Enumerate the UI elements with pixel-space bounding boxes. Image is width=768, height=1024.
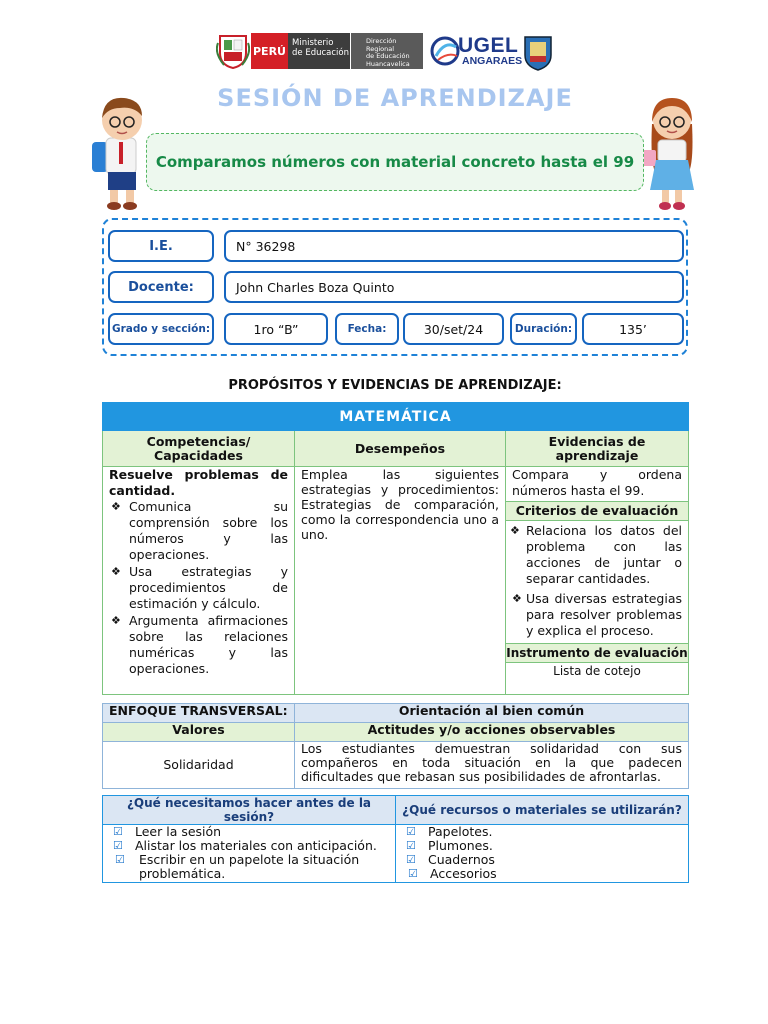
checkbox-icon: ☑ xyxy=(406,839,416,852)
list-item: ☑ Plumones. xyxy=(406,838,493,853)
ministerio-logo: Ministerio de Educación xyxy=(288,33,350,69)
grado-value: 1ro “B” xyxy=(224,313,328,345)
peru-logo: PERÚ xyxy=(251,33,288,69)
col-evidencias: Evidencias de aprendizaje xyxy=(506,431,689,467)
angaraes-crest-icon xyxy=(522,33,554,71)
info-frame xyxy=(102,218,688,356)
page-title: SESIÓN DE APRENDIZAJE xyxy=(217,84,573,112)
diamond-bullet-icon: ❖ xyxy=(510,524,520,537)
enfoque-value: Orientación al bien común xyxy=(295,704,689,723)
diamond-bullet-icon: ❖ xyxy=(111,500,121,513)
duracion-value: 135’ xyxy=(582,313,684,345)
list-item: ☑ Leer la sesión xyxy=(113,824,222,839)
checkbox-icon: ☑ xyxy=(115,853,125,866)
recursos-label: ¿Qué recursos o materiales se utilizarán? xyxy=(396,796,689,825)
list-item: ☑ Accesorios xyxy=(408,866,497,881)
fecha-value: 30/set/24 xyxy=(403,313,504,345)
antes-cell xyxy=(103,825,396,883)
grado-label: Grado y sección: xyxy=(108,313,214,345)
criterios-label: Criterios de evaluación xyxy=(506,501,688,521)
competencia: Resuelve problemas de cantidad. xyxy=(109,467,288,498)
diamond-bullet-icon: ❖ xyxy=(111,614,121,627)
capacidades-list xyxy=(109,499,288,677)
antes-label: ¿Qué necesitamos hacer antes de la sesión? xyxy=(103,796,396,825)
ie-label: I.E. xyxy=(108,230,214,262)
list-item: ❖ Comunica su comprensión sobre los números y las operaciones. xyxy=(111,499,288,562)
checkbox-icon: ☑ xyxy=(113,839,123,852)
ugel-logo-text: UGEL xyxy=(458,34,519,57)
docente-value: John Charles Boza Quinto xyxy=(224,271,684,303)
checkbox-icon: ☑ xyxy=(406,825,416,838)
duracion-label: Duración: xyxy=(510,313,577,345)
actitud: Los estudiantes demuestran solidaridad con sus compañeros en toda situación en la que padecen dificultades que rebasan sus posibilidades de afrontarlas. xyxy=(295,742,689,789)
enfoque-table xyxy=(102,703,689,789)
checkbox-icon: ☑ xyxy=(408,867,418,880)
competencias-cell xyxy=(103,467,295,695)
preparation-table xyxy=(102,795,689,883)
section-title: PROPÓSITOS Y EVIDENCIAS DE APRENDIZAJE: xyxy=(228,378,562,393)
dre-logo: Dirección Regional de Educación Huancavelica xyxy=(351,33,423,69)
list-item: ☑ Alistar los materiales con anticipación. xyxy=(113,838,377,853)
desempeno-cell: Emplea las siguientes estrategias y procedimientos: Estrategias de comparación, como la correspondencia uno a uno. xyxy=(295,467,506,695)
col-competencias: Competencias/ Capacidades xyxy=(103,431,295,467)
list-item: ☑ Papelotes. xyxy=(406,824,493,839)
ugel-subtitle: ANGARAES xyxy=(462,55,523,67)
antes-list xyxy=(109,825,389,881)
valores-label: Valores xyxy=(103,723,295,742)
list-item: ☑ Cuadernos xyxy=(406,852,495,867)
list-item: ❖ Argumenta afirmaciones sobre las relaciones numéricas y las operaciones. xyxy=(111,613,288,676)
ie-value: N° 36298 xyxy=(224,230,684,262)
docente-label: Docente: xyxy=(108,271,214,303)
diamond-bullet-icon: ❖ xyxy=(512,592,522,605)
recursos-cell xyxy=(396,825,689,883)
evidencias-cell xyxy=(506,467,689,695)
criterios-list xyxy=(512,523,682,639)
session-topic: Comparamos números con material concreto hasta el 99 xyxy=(146,133,644,191)
list-item: ❖ Usa diversas estrategias para resolver problemas y explica el proceso. xyxy=(512,591,682,638)
area-title: MATEMÁTICA xyxy=(103,403,689,431)
purposes-table xyxy=(102,402,689,695)
col-desempenos: Desempeños xyxy=(295,431,506,467)
enfoque-label: ENFOQUE TRANSVERSAL: xyxy=(103,704,295,723)
diamond-bullet-icon: ❖ xyxy=(111,565,121,578)
list-item: ☑ Escribir en un papelote la situación problemática. xyxy=(115,852,360,881)
list-item: ❖ Relaciona los datos del problema con las acciones de juntar o separar cantidades. xyxy=(510,523,682,586)
girl-student-icon xyxy=(640,94,704,212)
fecha-label: Fecha: xyxy=(335,313,399,345)
evidencia: Compara y ordena números hasta el 99. xyxy=(512,467,682,498)
boy-student-icon xyxy=(90,94,154,212)
actitudes-label: Actitudes y/o acciones observables xyxy=(295,723,689,742)
instrumento-value: Lista de cotejo xyxy=(553,664,641,678)
recursos-list xyxy=(402,825,682,881)
checkbox-icon: ☑ xyxy=(406,853,416,866)
checkbox-icon: ☑ xyxy=(113,825,123,838)
peru-shield-icon xyxy=(216,33,250,69)
instrumento-label: Instrumento de evaluación xyxy=(506,643,688,663)
list-item: ❖ Usa estrategias y procedimientos de estimación y cálculo. xyxy=(111,564,288,611)
valor: Solidaridad xyxy=(103,742,295,789)
